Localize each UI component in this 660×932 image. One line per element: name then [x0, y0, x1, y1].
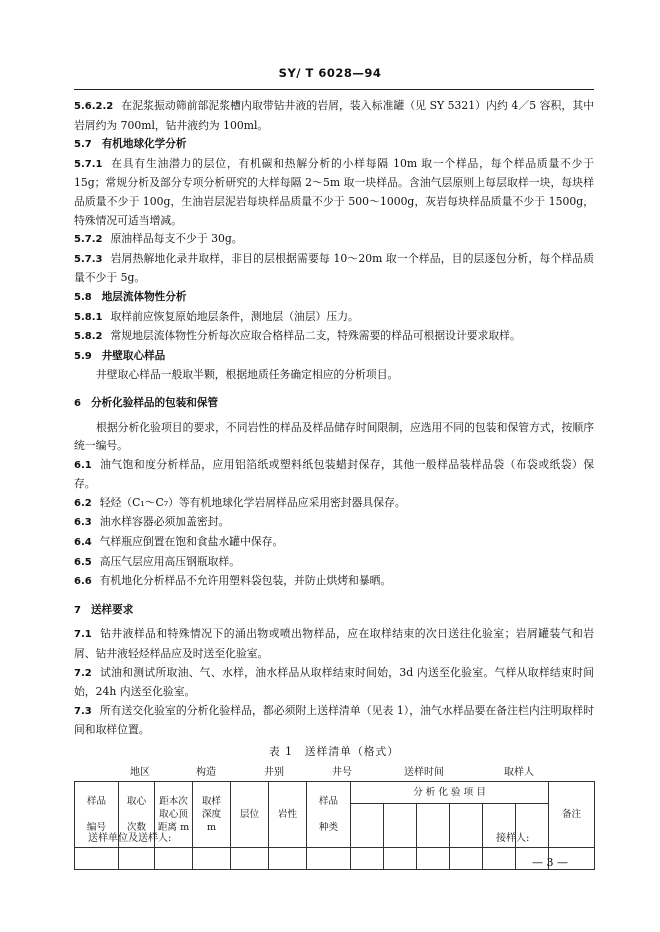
- sample-list-table: [74, 781, 595, 870]
- clause-6-1: [74, 456, 594, 494]
- header-rule: [74, 89, 594, 90]
- section-heading-6: [74, 394, 594, 414]
- header-depth-line2: 深度: [201, 808, 222, 820]
- meta-well-number-label: 井号: [332, 766, 352, 778]
- clause-text: 钻井液样品和特殊情况下的涌出物或喷出物样品，应在取样结束的次日送往化验室；岩屑罐装气和岩屑、钻井液轻烃样品应及时送至化验室。: [74, 627, 594, 661]
- table-cell: [450, 847, 483, 869]
- section-6-body: 根据分析化验项目的要求，不同岩性的样品及样品储存时间限制，应选用不同的包装和保管方式，按顺序统一编号。: [74, 420, 594, 453]
- clause-number: 6.1: [74, 459, 92, 471]
- clause-number: 5.7.2: [74, 234, 103, 246]
- header-layer: 层位: [231, 781, 269, 847]
- table-cell: [75, 847, 119, 869]
- clause-number: 5.8.1: [74, 311, 103, 323]
- clause-7-1: [74, 625, 594, 663]
- clause-6-4: [74, 533, 594, 553]
- clause-number: 6.5: [74, 556, 92, 568]
- clause-text: 常规地层流体物性分析每次应取合格样品二支，特殊需要的样品可根据设计要求取样。: [110, 329, 521, 343]
- section-title: 有机地球化学分析: [101, 138, 187, 151]
- clause-number: 7.1: [74, 629, 92, 641]
- clause-5-7-1: [74, 155, 594, 230]
- sender-signature-label: 送样单位及送样人:: [88, 833, 172, 844]
- analysis-cell: [450, 803, 483, 847]
- standard-code-header: SY/ T 6028—94: [278, 66, 382, 80]
- header-depth-line3: m: [206, 821, 217, 833]
- section-number: 5.9: [74, 350, 92, 362]
- document-body: [74, 97, 594, 870]
- section-heading-5-9: [74, 347, 594, 367]
- clause-number: 6.6: [74, 576, 92, 588]
- analysis-cell: [417, 803, 450, 847]
- section-number: 7: [74, 604, 81, 616]
- table-meta-row: [74, 762, 594, 781]
- clause-6-3: [74, 513, 594, 533]
- table-cell: [417, 847, 450, 869]
- clause-text: 岩屑热解地化录井取样，非目的层根据需要每 10～20m 取一个样品，目的层逐包分析，每个样品质量不少于 5g。: [74, 251, 594, 285]
- clause-text: 在泥浆振动筛前部泥浆槽内取带钻井液的岩屑，装入标准罐（见 SY 5321）内约 4／5 容积，其中岩屑约为 700ml，钻井液约为 100ml。: [74, 99, 594, 132]
- clause-text: 在具有生油潜力的层位，有机碳和热解分析的小样每隔 10m 取一个样品，每个样品质量不少于 15g；常规分析及部分专项分析研究的大样每隔 2～5m 取一块样品。含油气层原则上每层取样一块，每块样品质量不少于 100g，生油岩层泥岩每块样品质量不少于 500～1000g，灰岩每块样品质量不少于 1500g，特殊情况可适当增减。: [74, 156, 594, 227]
- section-number: 5.7: [74, 139, 92, 151]
- table-cell: [351, 847, 384, 869]
- clause-text: 取样前应恢复原始地层条件，测地层（油层）压力。: [110, 309, 359, 323]
- header-lithology: 岩性: [269, 781, 307, 847]
- meta-region-label: 地区: [130, 766, 150, 778]
- analysis-cell: [384, 803, 417, 847]
- clause-number: 5.7.3: [74, 253, 103, 265]
- section-heading-5-7: [74, 135, 594, 155]
- header-sample-id-line1: 样品: [86, 795, 107, 807]
- table-caption: 表 1 送样清单（格式）: [268, 745, 400, 758]
- receiver-signature-label: 接样人:: [496, 833, 530, 844]
- clause-6-5: [74, 553, 594, 573]
- clause-text: 油水样容器必须加盖密封。: [99, 515, 230, 529]
- table-cell: [307, 847, 351, 869]
- header-distance-line2: 取心顶: [159, 808, 188, 820]
- meta-well-type-label: 井别: [264, 766, 284, 778]
- clause-number: 5.8.2: [74, 331, 103, 343]
- clause-5-8-1: [74, 308, 594, 328]
- clause-text: 有机地化分析样品不允许用塑料袋包装，并防止烘烤和暴晒。: [99, 574, 392, 588]
- header-depth-line1: 取样: [201, 795, 222, 807]
- header-sample-type-line2: 种类: [318, 821, 339, 833]
- header-analysis-items: 分 析 化 验 项 目: [351, 781, 549, 803]
- header-core-count-line2: 次数: [126, 821, 147, 833]
- clause-6-2: [74, 494, 594, 514]
- clause-text: 试油和测试所取油、气、水样，油水样品从取样结束时间始，3d 内送至化验室。气样从取样结束时间始，24h 内送至化验室。: [74, 665, 594, 699]
- clause-6-6: [74, 572, 594, 592]
- clause-5-8-2: [74, 327, 594, 347]
- section-title: 送样要求: [90, 603, 134, 616]
- clause-text: 原油样品每支不少于 30g。: [110, 232, 243, 246]
- clause-5-6-2-2: [74, 97, 594, 135]
- clause-number: 6.4: [74, 537, 92, 549]
- header-core-count-line1: 取心: [126, 795, 147, 807]
- table-cell: [231, 847, 269, 869]
- table-cell: [193, 847, 231, 869]
- clause-text: 轻烃（C₁～C₇）等有机地球化学岩屑样品应采用密封器具保存。: [99, 495, 406, 509]
- header-sample-id-line2: 编号: [86, 821, 107, 833]
- section-number: 5.8: [74, 291, 92, 303]
- section-title: 地层流体物性分析: [101, 290, 187, 303]
- clause-text: 气样瓶应倒置在饱和食盐水罐中保存。: [99, 535, 284, 549]
- meta-send-time-label: 送样时间: [404, 766, 444, 778]
- page-number: — 3 —: [532, 856, 568, 869]
- clause-number: 6.3: [74, 517, 92, 529]
- section-title: 分析化验样品的包装和保管: [90, 396, 219, 409]
- section-heading-7: [74, 601, 594, 621]
- section-heading-5-8: [74, 288, 594, 308]
- section-title: 井壁取心样品: [101, 349, 166, 362]
- section-number: 6: [74, 397, 81, 409]
- analysis-cell: [351, 803, 384, 847]
- header-depth: [193, 781, 231, 847]
- table-cell: [483, 847, 516, 869]
- table-cell: [155, 847, 193, 869]
- table-cell: [384, 847, 417, 869]
- header-distance-line3: 距离 m: [157, 821, 190, 833]
- header-sample-type-line1: 样品: [318, 795, 339, 807]
- header-sample-type: [307, 781, 351, 847]
- clause-number: 5.6.2.2: [74, 101, 114, 112]
- table-cell: [269, 847, 307, 869]
- clause-text: 高压气层应用高压钢瓶取样。: [99, 554, 241, 568]
- header-distance-line1: 距本次: [159, 795, 188, 807]
- table-cell: [119, 847, 155, 869]
- clause-5-9-body: 井壁取心样品一般取半颗，根据地质任务确定相应的分析项目。: [96, 368, 399, 382]
- clause-7-3: [74, 702, 594, 740]
- clause-number: 7.3: [74, 705, 92, 717]
- header-remarks: 备注: [549, 781, 595, 847]
- clause-number: 5.7.1: [74, 158, 103, 170]
- meta-sampler-label: 取样人: [504, 766, 534, 778]
- clause-7-2: [74, 664, 594, 702]
- clause-text: 油气饱和度分析样品，应用铝箔纸或塑料纸包装蜡封保存，其他一般样品装样品袋（布袋或纸袋）保存。: [74, 457, 594, 491]
- clause-number: 7.2: [74, 667, 92, 679]
- clause-5-7-3: [74, 250, 594, 288]
- clause-text: 所有送交化验室的分析化验样品，都必须附上送样清单（见表 1），油气水样品要在备注栏内注明取样时间和取样位置。: [74, 703, 594, 737]
- clause-5-7-2: [74, 230, 594, 250]
- meta-structure-label: 构造: [196, 766, 216, 778]
- clause-number: 6.2: [74, 497, 92, 509]
